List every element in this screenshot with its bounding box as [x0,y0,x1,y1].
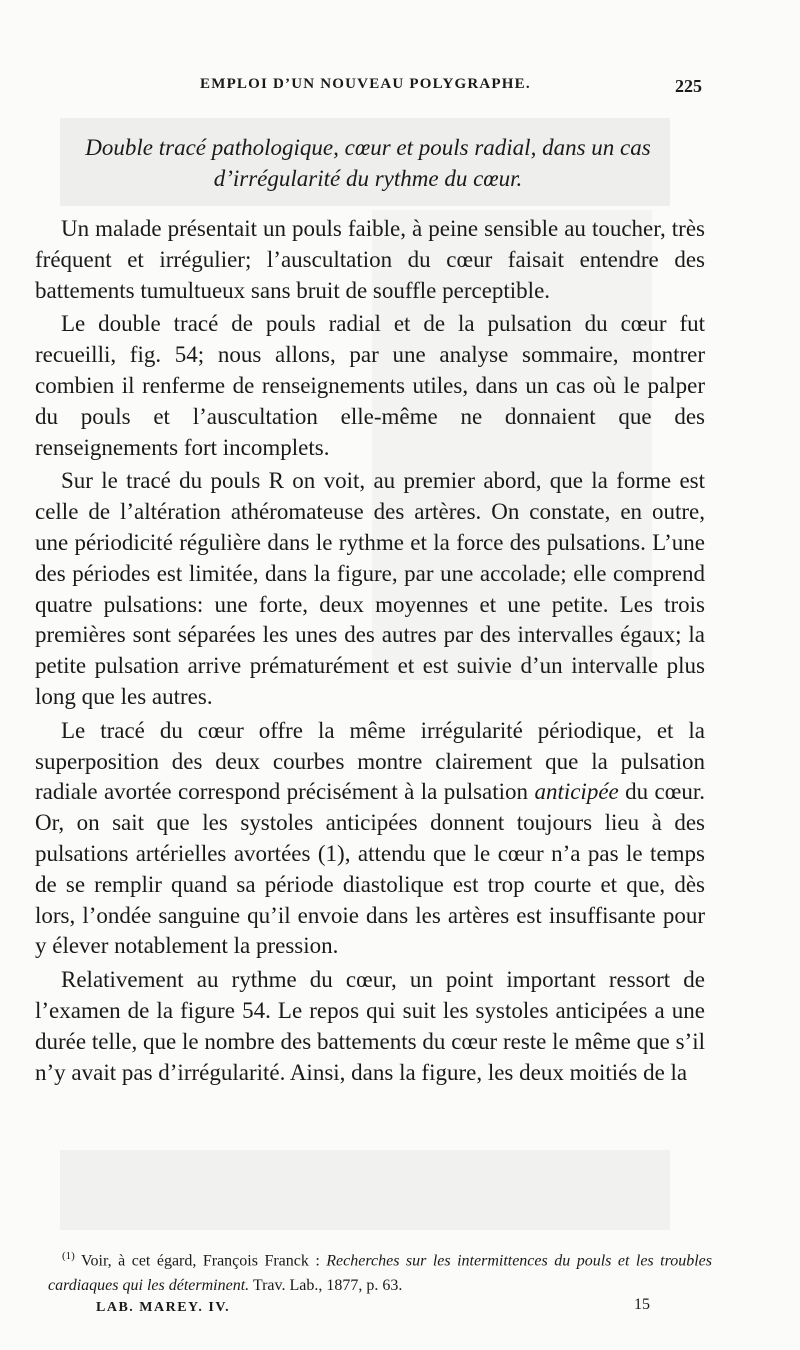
paragraph-4 [35,716,705,962]
footnote-text-a: Voir, à cet égard, François Franck : [74,1252,327,1270]
signature-line [0,1296,800,1322]
body-text [35,214,705,1091]
page-number: 225 [675,76,702,96]
paragraph-4-part-b: du cœur. Or, on sait que les systoles anticipées donnent toujours lieu à des pulsations artérielles avortées (1), attendu que le cœur n’a pas le temps de se remplir quand sa période diastolique est trop courte et que, dès lors, l’ondée sanguine qu’il envoie dans les artères est insuffisante pour y élever notablement la pression. [35,779,705,959]
section-title-line-1: Double tracé pathologique, cœur et pouls radial, dans un cas [85,135,651,160]
paragraph-3: Sur le tracé du pouls R on voit, au premier abord, que la forme est celle de l’altération athéromateuse des artères. On constate, en outre, une périodicité régulière dans le rythme et la force des pulsations. L’une des périodes est limitée, dans la figure, par une accolade; elle comprend quatre pulsations: une forte, deux moyennes et une petite. Les trois premières sont séparées les unes des autres par des intervalles égaux; la petite pulsation arrive prématurément et est suivie d’un intervalle plus long que les autres. [35,468,705,709]
paragraph-5: Relativement au rythme du cœur, un point important ressort de l’examen de la figure 54. Le repos qui suit les systoles anticipées a une durée telle, que le nombre des battements du cœur reste le même que s’il n’y avait pas d’irrégularité. Ainsi, dans la figure, les deux moitiés de la [35,967,705,1085]
paragraph-4-part-a: Le tracé du cœur offre la même irrégularité périodique, et la superposition des deux courbes montre clairement que la pulsation radiale avortée correspond précisément à la pulsation [35,717,705,805]
footnote [48,1244,712,1298]
footnote-citation-title: Recherches sur les intermittences du pouls et les troubles cardiaques qui les déterminent. [48,1252,712,1295]
footnote-marker: (1) [62,1250,75,1262]
paragraph-2: Le double tracé de pouls radial et de la pulsation du cœur fut recueilli, fig. 54; nous allons, par une analyse sommaire, montrer combien il renferme de renseignements utiles, dans un cas où le palper du pouls et l’auscultation elle-même ne donnaient que des renseignements fort incomplets. [35,311,705,460]
signature-number: 15 [634,1296,650,1313]
running-title: EMPLOI D’UN NOUVEAU POLYGRAPHE. [200,76,531,92]
paragraph-4-emphasis: anticipée [534,779,619,805]
show-through-band [60,1150,670,1230]
paragraph-1: Un malade présentait un pouls faible, à peine sensible au toucher, très fréquent et irrégulier; l’auscultation du cœur faisait entendre des battements tumultueux sans bruit de souffle perceptible. [35,216,705,303]
section-title-line-2: d’irrégularité du rythme du cœur. [213,166,523,191]
signature-label: LAB. MAREY. IV. [96,1300,231,1315]
footnote-text-b: Trav. Lab., 1877, p. 63. [249,1277,403,1295]
section-title [38,132,698,194]
running-head [0,76,800,102]
